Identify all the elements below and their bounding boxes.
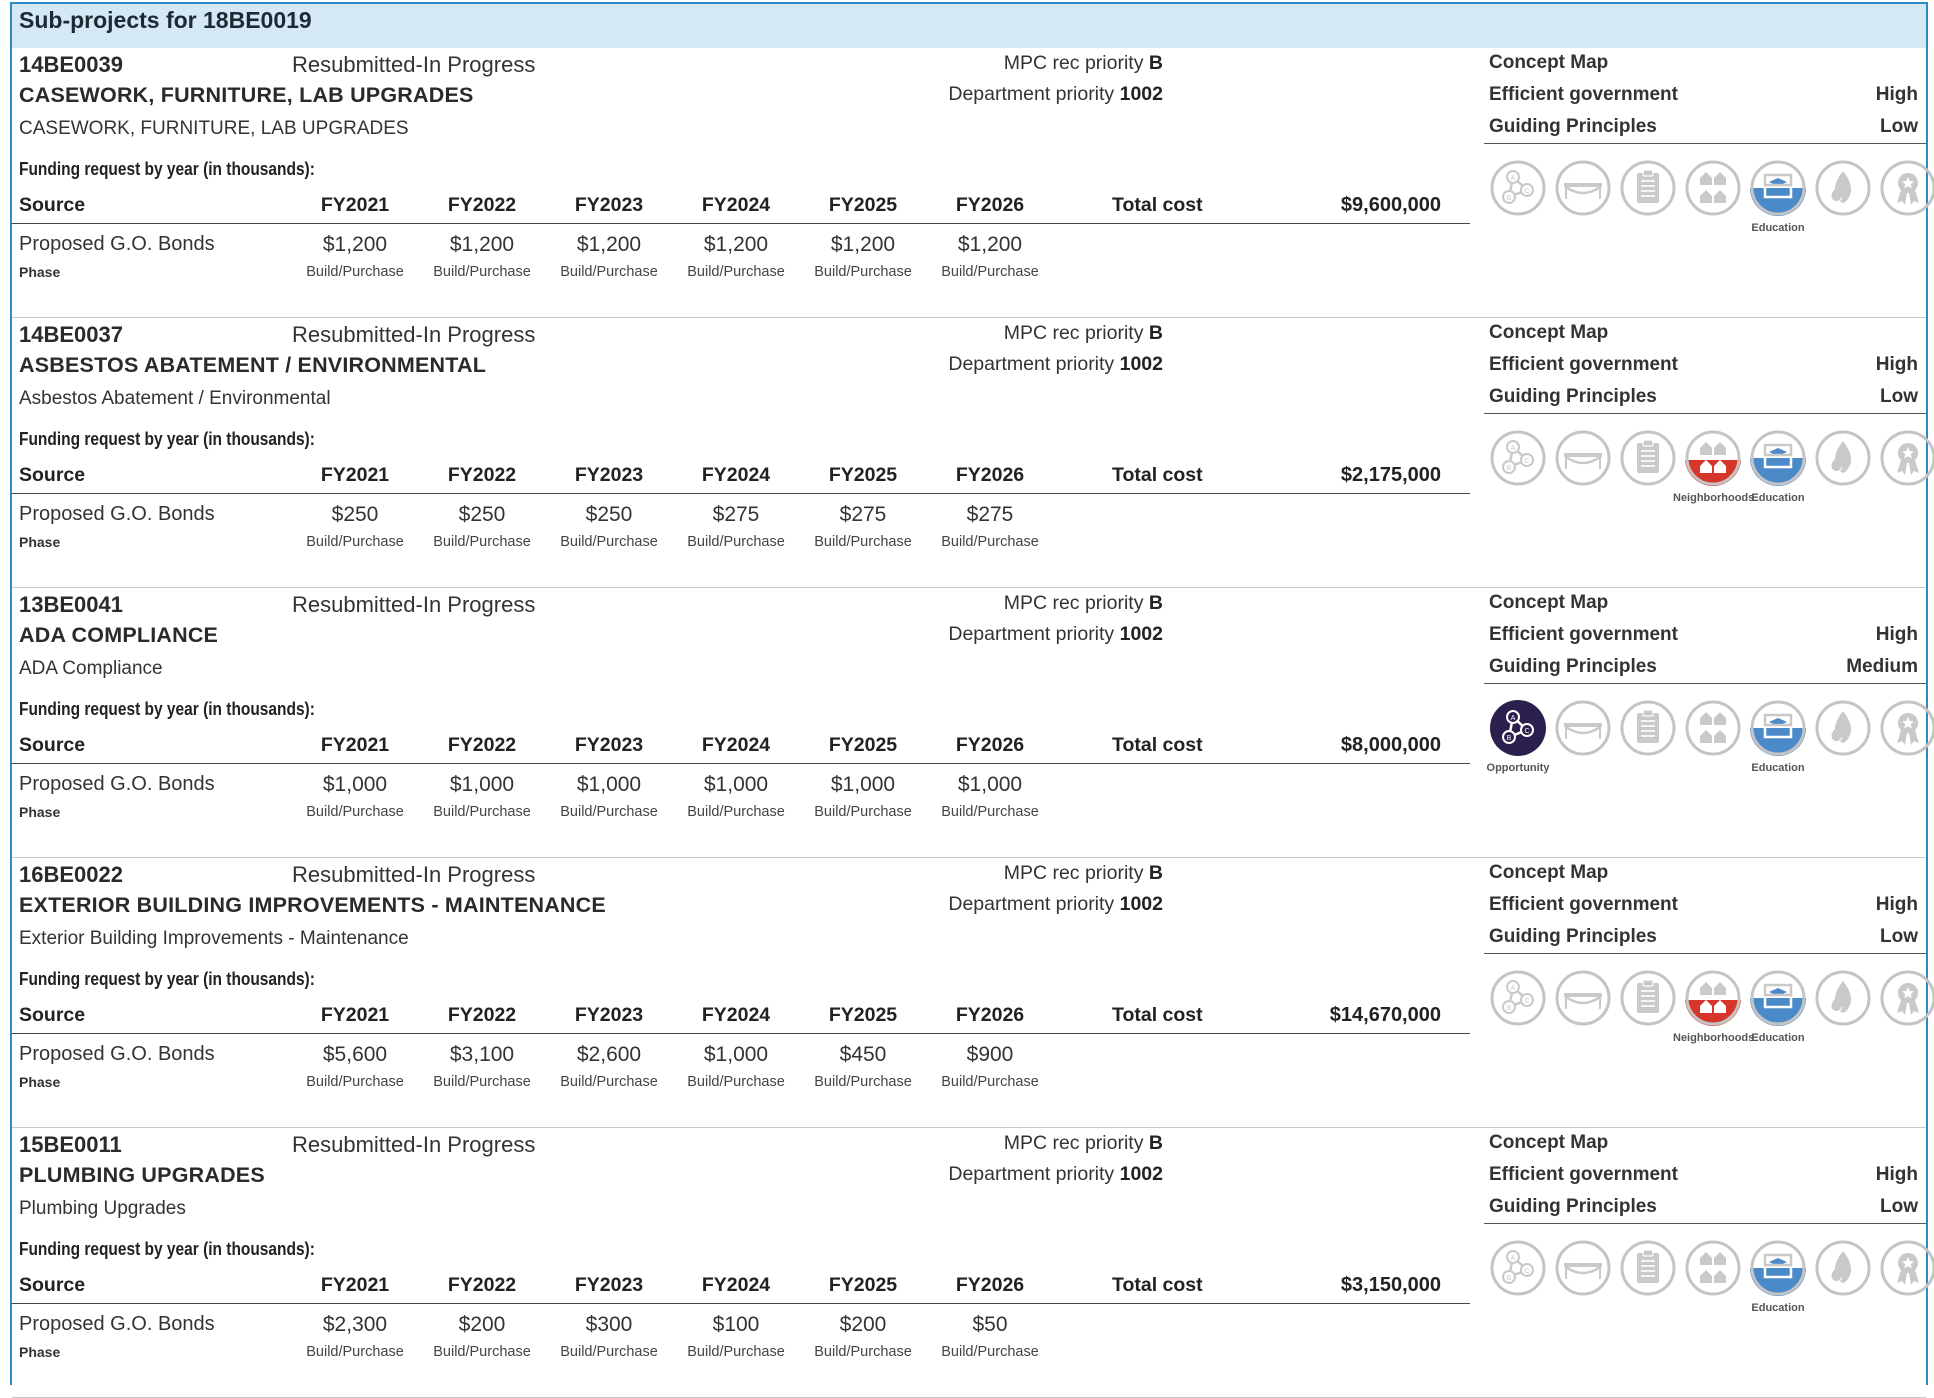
fiscal-year-header: FY2026 — [955, 464, 1025, 486]
clipboard-icon — [1619, 429, 1677, 487]
funding-amount: $250 — [458, 503, 506, 526]
project-status: Resubmitted-In Progress — [292, 592, 536, 617]
guiding-principles-level: Low — [1880, 926, 1918, 947]
svg-text:C: C — [1524, 728, 1530, 735]
category-level: High — [1875, 1164, 1918, 1185]
fiscal-year-header: FY2022 — [447, 1004, 517, 1026]
project-id: 13BE0041 — [19, 592, 123, 617]
phase-value: Build/Purchase — [814, 804, 912, 820]
mpc-priority-label: MPC rec priority — [1003, 592, 1144, 614]
concept-icons — [1486, 699, 1929, 789]
project-title: EXTERIOR BUILDING IMPROVEMENTS - MAINTENANCE — [19, 893, 606, 917]
total-cost-value: $3,150,000 — [1340, 1274, 1441, 1296]
svg-text:A: A — [1510, 985, 1516, 992]
fiscal-year-header: FY2026 — [955, 1274, 1025, 1296]
category-level: High — [1875, 894, 1918, 915]
category-row — [1484, 894, 1926, 922]
department-priority-value: 1002 — [1119, 893, 1163, 915]
phase-value: Build/Purchase — [687, 1344, 785, 1360]
funding-amount: $5,600 — [322, 1043, 388, 1066]
fiscal-year-header: FY2026 — [955, 734, 1025, 756]
fiscal-year-header: FY2026 — [955, 194, 1025, 216]
guiding-principles-label: Guiding Principles — [1489, 926, 1657, 947]
bridge-icon — [1554, 159, 1612, 217]
concept-map-row — [1484, 52, 1926, 80]
department-priority-value: 1002 — [1119, 1163, 1163, 1185]
category-level: High — [1875, 354, 1918, 375]
svg-text:C: C — [1524, 458, 1530, 465]
total-cost-label: Total cost — [1112, 194, 1203, 216]
funding-amount: $1,000 — [957, 773, 1023, 796]
phase-value: Build/Purchase — [687, 1074, 785, 1090]
category-level: High — [1875, 624, 1918, 645]
funding-source: Proposed G.O. Bonds — [19, 1313, 215, 1335]
category-row — [1484, 84, 1926, 112]
education-caption: Education — [1751, 492, 1805, 504]
phase-value: Build/Purchase — [433, 1344, 531, 1360]
svg-text:A: A — [1510, 175, 1516, 182]
mpc-priority — [1004, 1132, 1163, 1155]
phase-value: Build/Purchase — [306, 534, 404, 550]
concept-map-label: Concept Map — [1489, 322, 1609, 343]
funding-amount: $2,600 — [576, 1043, 642, 1066]
phase-value: Build/Purchase — [560, 534, 658, 550]
svg-text:B: B — [1506, 465, 1512, 472]
clipboard-icon — [1619, 969, 1677, 1027]
phase-value: Build/Purchase — [433, 264, 531, 280]
bridge-icon — [1554, 1239, 1612, 1297]
mpc-priority-value: B — [1148, 862, 1163, 884]
project-title: PLUMBING UPGRADES — [19, 1163, 265, 1187]
total-cost-label: Total cost — [1112, 734, 1203, 756]
funding-heading: Funding request by year (in thousands): — [19, 969, 315, 989]
award-icon — [1879, 159, 1934, 217]
category-name: Efficient government — [1489, 84, 1678, 105]
funding-source: Proposed G.O. Bonds — [19, 503, 215, 525]
concept-icons — [1489, 969, 1929, 1059]
guiding-principles-row — [1484, 1196, 1926, 1224]
phase-value: Build/Purchase — [814, 1074, 912, 1090]
mpc-priority-value: B — [1148, 592, 1163, 614]
funding-amount: $300 — [585, 1313, 633, 1336]
total-cost-label: Total cost — [1112, 1004, 1203, 1026]
concept-map-row — [1484, 322, 1926, 350]
phase-value: Build/Purchase — [687, 804, 785, 820]
mpc-priority-label: MPC rec priority — [1003, 1132, 1144, 1154]
guiding-principles-label: Guiding Principles — [1489, 116, 1657, 137]
education-icon — [1749, 1239, 1807, 1297]
funding-table-header — [12, 1000, 1470, 1034]
clipboard-icon — [1619, 699, 1677, 757]
funding-table-header — [12, 190, 1470, 224]
fiscal-year-header: FY2024 — [701, 734, 771, 756]
funding-amount: $250 — [585, 503, 633, 526]
neighborhoods-icon — [1684, 429, 1742, 487]
department-priority-value: 1002 — [1119, 623, 1163, 645]
opportunity-icon — [1489, 1239, 1547, 1297]
phase-value: Build/Purchase — [687, 264, 785, 280]
opportunity-icon — [1489, 699, 1547, 757]
project-status: Resubmitted-In Progress — [292, 862, 536, 887]
fiscal-year-header: FY2025 — [828, 1004, 898, 1026]
fiscal-year-header: FY2025 — [828, 194, 898, 216]
project-block — [12, 858, 1926, 1128]
project-block — [12, 588, 1926, 858]
total-cost-value: $2,175,000 — [1340, 464, 1441, 486]
total-cost-value: $9,600,000 — [1340, 194, 1441, 216]
fiscal-year-header: FY2022 — [447, 194, 517, 216]
svg-text:A: A — [1510, 1255, 1516, 1262]
phase-value: Build/Purchase — [560, 1344, 658, 1360]
fiscal-year-header: FY2021 — [320, 464, 390, 486]
funding-table-header — [12, 460, 1470, 494]
guiding-principles-level: Low — [1880, 116, 1918, 137]
total-cost-value: $8,000,000 — [1340, 734, 1441, 756]
funding-amount: $1,000 — [830, 773, 896, 796]
category-name: Efficient government — [1489, 894, 1678, 915]
svg-text:C: C — [1524, 998, 1530, 1005]
source-header: Source — [19, 1004, 86, 1026]
project-list — [12, 48, 1926, 1398]
fiscal-year-header: FY2023 — [574, 464, 644, 486]
funding-amount: $900 — [966, 1043, 1014, 1066]
education-icon — [1749, 699, 1807, 757]
fiscal-year-header: FY2021 — [320, 194, 390, 216]
funding-amount: $1,000 — [703, 1043, 769, 1066]
phase-label: Phase — [19, 534, 61, 550]
fiscal-year-header: FY2022 — [447, 734, 517, 756]
funding-amount: $275 — [839, 503, 887, 526]
opportunity-caption: Opportunity — [1486, 762, 1550, 774]
environment-icon — [1814, 1239, 1872, 1297]
source-header: Source — [19, 464, 86, 486]
funding-amount: $1,200 — [576, 233, 642, 256]
award-icon — [1879, 969, 1934, 1027]
guiding-principles-label: Guiding Principles — [1489, 656, 1657, 677]
funding-amount: $1,200 — [957, 233, 1023, 256]
award-icon — [1879, 429, 1934, 487]
concept-map-label: Concept Map — [1489, 862, 1609, 883]
mpc-priority-value: B — [1148, 1132, 1163, 1154]
environment-icon — [1814, 429, 1872, 487]
project-description: Plumbing Upgrades — [19, 1198, 186, 1219]
project-title: ASBESTOS ABATEMENT / ENVIRONMENTAL — [19, 353, 487, 377]
funding-table-header — [12, 730, 1470, 764]
total-cost-value: $14,670,000 — [1329, 1004, 1441, 1026]
phase-label: Phase — [19, 1344, 61, 1360]
mpc-priority-value: B — [1148, 52, 1163, 74]
concept-icons — [1489, 429, 1929, 519]
department-priority — [948, 893, 1163, 916]
total-cost-label: Total cost — [1112, 464, 1203, 486]
page-title: Sub-projects for 18BE0019 — [12, 4, 1926, 48]
sub-projects-panel — [10, 2, 1928, 1385]
funding-source: Proposed G.O. Bonds — [19, 233, 215, 255]
project-title: ADA COMPLIANCE — [19, 623, 219, 647]
fiscal-year-header: FY2023 — [574, 1004, 644, 1026]
fiscal-year-header: FY2025 — [828, 1274, 898, 1296]
department-priority — [948, 353, 1163, 376]
phase-value: Build/Purchase — [306, 804, 404, 820]
education-icon — [1749, 969, 1807, 1027]
environment-icon — [1814, 699, 1872, 757]
education-caption: Education — [1751, 222, 1805, 234]
mpc-priority-value: B — [1148, 322, 1163, 344]
clipboard-icon — [1619, 1239, 1677, 1297]
neighborhoods-icon — [1684, 159, 1742, 217]
fiscal-year-header: FY2024 — [701, 194, 771, 216]
department-priority-label: Department priority — [948, 83, 1115, 105]
phase-value: Build/Purchase — [306, 1074, 404, 1090]
concept-map-label: Concept Map — [1489, 52, 1609, 73]
funding-amount: $1,000 — [449, 773, 515, 796]
fiscal-year-header: FY2023 — [574, 1274, 644, 1296]
fiscal-year-header: FY2024 — [701, 1274, 771, 1296]
svg-text:B: B — [1506, 735, 1512, 742]
funding-source: Proposed G.O. Bonds — [19, 773, 215, 795]
funding-amount: $1,200 — [830, 233, 896, 256]
department-priority-label: Department priority — [948, 623, 1115, 645]
svg-text:C: C — [1524, 1268, 1530, 1275]
department-priority — [948, 83, 1163, 106]
project-description: ADA Compliance — [19, 658, 163, 679]
funding-amount: $275 — [966, 503, 1014, 526]
project-id: 15BE0011 — [19, 1132, 122, 1157]
neighborhoods-caption: Neighborhoods — [1673, 1032, 1755, 1044]
funding-amount: $100 — [712, 1313, 760, 1336]
category-row — [1484, 624, 1926, 652]
funding-amount: $450 — [839, 1043, 887, 1066]
source-header: Source — [19, 1274, 86, 1296]
department-priority — [948, 1163, 1163, 1186]
mpc-priority-label: MPC rec priority — [1003, 862, 1144, 884]
funding-amount: $1,000 — [576, 773, 642, 796]
phase-value: Build/Purchase — [941, 264, 1039, 280]
category-name: Efficient government — [1489, 1164, 1678, 1185]
phase-value: Build/Purchase — [306, 264, 404, 280]
source-header: Source — [19, 194, 86, 216]
department-priority-label: Department priority — [948, 893, 1115, 915]
funding-amount: $3,100 — [449, 1043, 515, 1066]
funding-amount: $275 — [712, 503, 760, 526]
funding-amount: $1,200 — [322, 233, 388, 256]
guiding-principles-level: Low — [1880, 1196, 1918, 1217]
fiscal-year-header: FY2022 — [447, 1274, 517, 1296]
source-header: Source — [19, 734, 86, 756]
phase-value: Build/Purchase — [560, 264, 658, 280]
svg-text:B: B — [1506, 195, 1512, 202]
funding-heading: Funding request by year (in thousands): — [19, 159, 315, 179]
concept-map-label: Concept Map — [1489, 1132, 1609, 1153]
department-priority-value: 1002 — [1119, 353, 1163, 375]
total-cost-label: Total cost — [1112, 1274, 1203, 1296]
project-id: 14BE0037 — [19, 322, 123, 347]
phase-value: Build/Purchase — [941, 534, 1039, 550]
neighborhoods-icon — [1684, 1239, 1742, 1297]
environment-icon — [1814, 969, 1872, 1027]
department-priority — [948, 623, 1163, 646]
category-name: Efficient government — [1489, 624, 1678, 645]
opportunity-icon — [1489, 969, 1547, 1027]
funding-source: Proposed G.O. Bonds — [19, 1043, 215, 1065]
funding-heading: Funding request by year (in thousands): — [19, 429, 315, 449]
phase-label: Phase — [19, 1074, 61, 1090]
funding-heading: Funding request by year (in thousands): — [19, 1239, 315, 1259]
project-status: Resubmitted-In Progress — [292, 322, 536, 347]
department-priority-label: Department priority — [948, 353, 1115, 375]
project-status: Resubmitted-In Progress — [292, 1132, 536, 1157]
funding-amount: $250 — [331, 503, 379, 526]
fiscal-year-header: FY2021 — [320, 1004, 390, 1026]
funding-amount: $1,200 — [703, 233, 769, 256]
project-block — [12, 318, 1926, 588]
guiding-principles-row — [1484, 656, 1926, 684]
fiscal-year-header: FY2023 — [574, 734, 644, 756]
education-caption: Education — [1751, 1032, 1805, 1044]
fiscal-year-header: FY2026 — [955, 1004, 1025, 1026]
funding-table-header — [12, 1270, 1470, 1304]
funding-amount: $50 — [972, 1313, 1008, 1336]
phase-label: Phase — [19, 264, 61, 280]
guiding-principles-level: Medium — [1846, 656, 1918, 677]
category-row — [1484, 1164, 1926, 1192]
fiscal-year-header: FY2024 — [701, 1004, 771, 1026]
fiscal-year-header: FY2023 — [574, 194, 644, 216]
guiding-principles-label: Guiding Principles — [1489, 1196, 1657, 1217]
project-block — [12, 48, 1926, 318]
phase-value: Build/Purchase — [814, 264, 912, 280]
funding-amount: $1,000 — [322, 773, 388, 796]
svg-text:C: C — [1524, 188, 1530, 195]
phase-value: Build/Purchase — [814, 1344, 912, 1360]
award-icon — [1879, 1239, 1934, 1297]
phase-value: Build/Purchase — [560, 1074, 658, 1090]
category-name: Efficient government — [1489, 354, 1678, 375]
funding-amount: $200 — [839, 1313, 887, 1336]
guiding-principles-row — [1484, 926, 1926, 954]
phase-value: Build/Purchase — [941, 1344, 1039, 1360]
mpc-priority — [1004, 862, 1163, 885]
project-description: Exterior Building Improvements - Maintenance — [19, 928, 409, 949]
concept-icons — [1489, 1239, 1929, 1329]
concept-map-row — [1484, 1132, 1926, 1160]
phase-value: Build/Purchase — [433, 804, 531, 820]
education-caption: Education — [1751, 762, 1805, 774]
funding-amount: $200 — [458, 1313, 506, 1336]
guiding-principles-label: Guiding Principles — [1489, 386, 1657, 407]
project-title: CASEWORK, FURNITURE, LAB UPGRADES — [19, 83, 474, 107]
neighborhoods-icon — [1684, 969, 1742, 1027]
environment-icon — [1814, 159, 1872, 217]
fiscal-year-header: FY2025 — [828, 734, 898, 756]
svg-text:A: A — [1510, 445, 1516, 452]
phase-value: Build/Purchase — [941, 1074, 1039, 1090]
funding-amount: $1,200 — [449, 233, 515, 256]
funding-amount: $1,000 — [703, 773, 769, 796]
funding-amount: $2,300 — [322, 1313, 388, 1336]
bridge-icon — [1554, 969, 1612, 1027]
bridge-icon — [1554, 429, 1612, 487]
svg-text:A: A — [1510, 715, 1516, 722]
concept-icons — [1489, 159, 1929, 249]
education-icon — [1749, 429, 1807, 487]
opportunity-icon — [1489, 429, 1547, 487]
project-description: CASEWORK, FURNITURE, LAB UPGRADES — [19, 118, 409, 139]
phase-value: Build/Purchase — [687, 534, 785, 550]
project-status: Resubmitted-In Progress — [292, 52, 536, 77]
mpc-priority-label: MPC rec priority — [1003, 52, 1144, 74]
project-id: 16BE0022 — [19, 862, 123, 887]
guiding-principles-row — [1484, 116, 1926, 144]
phase-label: Phase — [19, 804, 61, 820]
phase-value: Build/Purchase — [814, 534, 912, 550]
education-caption: Education — [1751, 1302, 1805, 1314]
phase-value: Build/Purchase — [433, 534, 531, 550]
category-level: High — [1875, 84, 1918, 105]
department-priority-value: 1002 — [1119, 83, 1163, 105]
phase-value: Build/Purchase — [560, 804, 658, 820]
mpc-priority — [1004, 322, 1163, 345]
category-row — [1484, 354, 1926, 382]
concept-map-row — [1484, 592, 1926, 620]
guiding-principles-row — [1484, 386, 1926, 414]
department-priority-label: Department priority — [948, 1163, 1115, 1185]
mpc-priority-label: MPC rec priority — [1003, 322, 1144, 344]
project-block — [12, 1128, 1926, 1398]
bridge-icon — [1554, 699, 1612, 757]
guiding-principles-level: Low — [1880, 386, 1918, 407]
mpc-priority — [1004, 52, 1163, 75]
project-id: 14BE0039 — [19, 52, 123, 77]
opportunity-icon — [1489, 159, 1547, 217]
phase-value: Build/Purchase — [433, 1074, 531, 1090]
fiscal-year-header: FY2021 — [320, 734, 390, 756]
fiscal-year-header: FY2021 — [320, 1274, 390, 1296]
svg-text:B: B — [1506, 1275, 1512, 1282]
neighborhoods-icon — [1684, 699, 1742, 757]
phase-value: Build/Purchase — [306, 1344, 404, 1360]
concept-map-label: Concept Map — [1489, 592, 1609, 613]
fiscal-year-header: FY2024 — [701, 464, 771, 486]
award-icon — [1879, 699, 1934, 757]
fiscal-year-header: FY2022 — [447, 464, 517, 486]
neighborhoods-caption: Neighborhoods — [1673, 492, 1755, 504]
clipboard-icon — [1619, 159, 1677, 217]
svg-text:B: B — [1506, 1005, 1512, 1012]
education-icon — [1749, 159, 1807, 217]
funding-heading: Funding request by year (in thousands): — [19, 699, 315, 719]
fiscal-year-header: FY2025 — [828, 464, 898, 486]
mpc-priority — [1004, 592, 1163, 615]
concept-map-row — [1484, 862, 1926, 890]
phase-value: Build/Purchase — [941, 804, 1039, 820]
project-description: Asbestos Abatement / Environmental — [19, 388, 331, 409]
